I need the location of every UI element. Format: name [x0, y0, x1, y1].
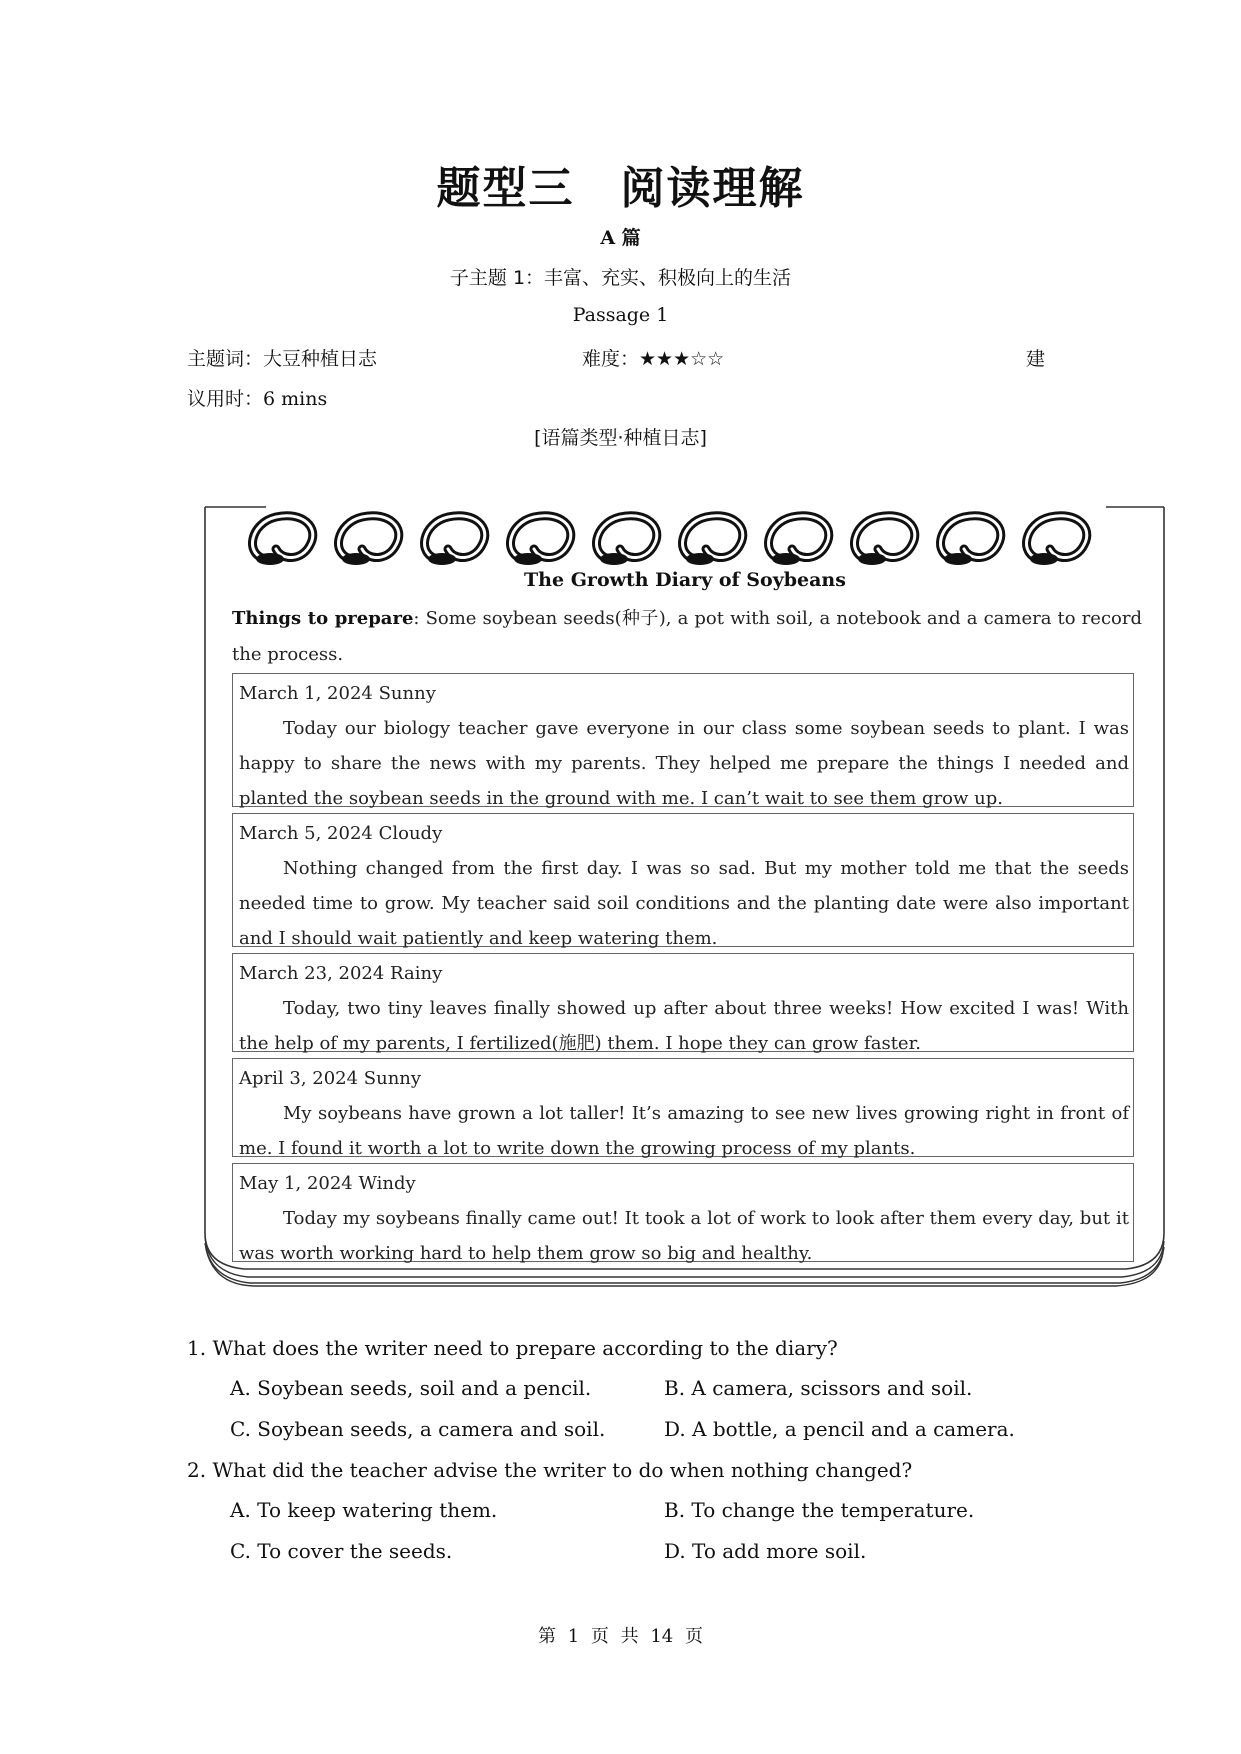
part-label: A 篇	[600, 227, 641, 249]
keyword-label: 主题词：	[187, 348, 264, 370]
genre-label: [语篇类型·种植日志]	[534, 427, 707, 449]
diary-entry	[232, 1163, 1134, 1262]
suggest-label-2: 议用时：	[187, 388, 264, 410]
question-1-stem: 1. What does the writer need to prepare according to the diary?	[187, 1336, 838, 1360]
question-2-stem: 2. What did the teacher advise the writer to do when nothing changed?	[187, 1458, 913, 1482]
question-1-option-a: A. Soybean seeds, soil and a pencil.	[230, 1376, 592, 1400]
difficulty-stars: ★★★☆☆	[639, 348, 725, 370]
suggest-value: 6 mins	[263, 388, 328, 410]
entry-text: Today, two tiny leaves finally showed up after about three weeks! How excited I was! With the help of my parents, I fertilized(施肥) them. I hope they can grow faster.	[239, 998, 1129, 1054]
question-2-option-a: A. To keep watering them.	[230, 1498, 498, 1522]
entry-text: My soybeans have grown a lot taller! It’s amazing to see new lives growing right in front of me. I found it worth a lot to write down the growing process of my plants.	[239, 1103, 1129, 1159]
subtheme: 子主题 1：丰富、充实、积极向上的生活	[449, 267, 792, 289]
question-2-option-d: D. To add more soil.	[664, 1539, 867, 1563]
entry-text: Today my soybeans finally came out! It took a lot of work to look after them every day, but it was worth working hard to help them grow so big and healthy.	[239, 1208, 1129, 1264]
diary-entry	[232, 1058, 1134, 1157]
difficulty	[582, 344, 724, 371]
ring-icon	[253, 516, 313, 565]
title-left: 题型三	[436, 163, 575, 214]
question-1-option-b: B. A camera, scissors and soil.	[664, 1376, 973, 1400]
passage-label: Passage 1	[572, 304, 669, 326]
question-1-option-c: C. Soybean seeds, a camera and soil.	[230, 1417, 606, 1441]
entry-date: March 5, 2024 Cloudy	[239, 823, 443, 844]
prepare-text: Some soybean seeds(种子), a pot with soil, a notebook and a camera to record the process.	[232, 608, 1142, 665]
question-2-option-b: B. To change the temperature.	[664, 1498, 975, 1522]
entry-date: March 23, 2024 Rainy	[239, 963, 443, 984]
diary-entry	[232, 953, 1134, 1052]
things-to-prepare: Things to prepare: Some soybean seeds(种子), a pot with soil, a notebook and a camera to record the process.	[232, 608, 1142, 665]
page-footer: 第 1 页 共 14 页	[538, 1626, 703, 1647]
diary-entry	[232, 673, 1134, 807]
question-2-option-c: C. To cover the seeds.	[230, 1539, 453, 1563]
diary-notebook	[204, 505, 1166, 1287]
entry-text: Today our biology teacher gave everyone in our class some soybean seeds to plant. I was happy to share the news with my parents. They helped me prepare the things I needed and planted the soybean seeds in the ground with me. I can’t wait to see them grow up.	[239, 718, 1129, 809]
keyword	[187, 344, 377, 371]
difficulty-label: 难度：	[582, 348, 640, 370]
prepare-label: Things to prepare	[232, 608, 414, 629]
question-1-option-d: D. A bottle, a pencil and a camera.	[664, 1417, 1015, 1441]
entry-date: May 1, 2024 Windy	[239, 1173, 416, 1194]
suggested-time	[187, 384, 327, 411]
entry-date: April 3, 2024 Sunny	[239, 1068, 422, 1089]
title-right: 阅读理解	[620, 163, 805, 214]
diary-entry	[232, 813, 1134, 947]
diary-title: The Growth Diary of Soybeans	[524, 569, 846, 591]
entry-text: Nothing changed from the first day. I was so sad. But my mother told me that the seeds needed time to grow. My teacher said soil conditions and the planting date were also important and I should wait patiently and keep watering them.	[239, 858, 1129, 949]
keyword-value: 大豆种植日志	[263, 348, 378, 370]
suggest-label-1: 建	[1026, 348, 1046, 370]
entry-date: March 1, 2024 Sunny	[239, 683, 436, 704]
page-title	[0, 152, 1241, 216]
